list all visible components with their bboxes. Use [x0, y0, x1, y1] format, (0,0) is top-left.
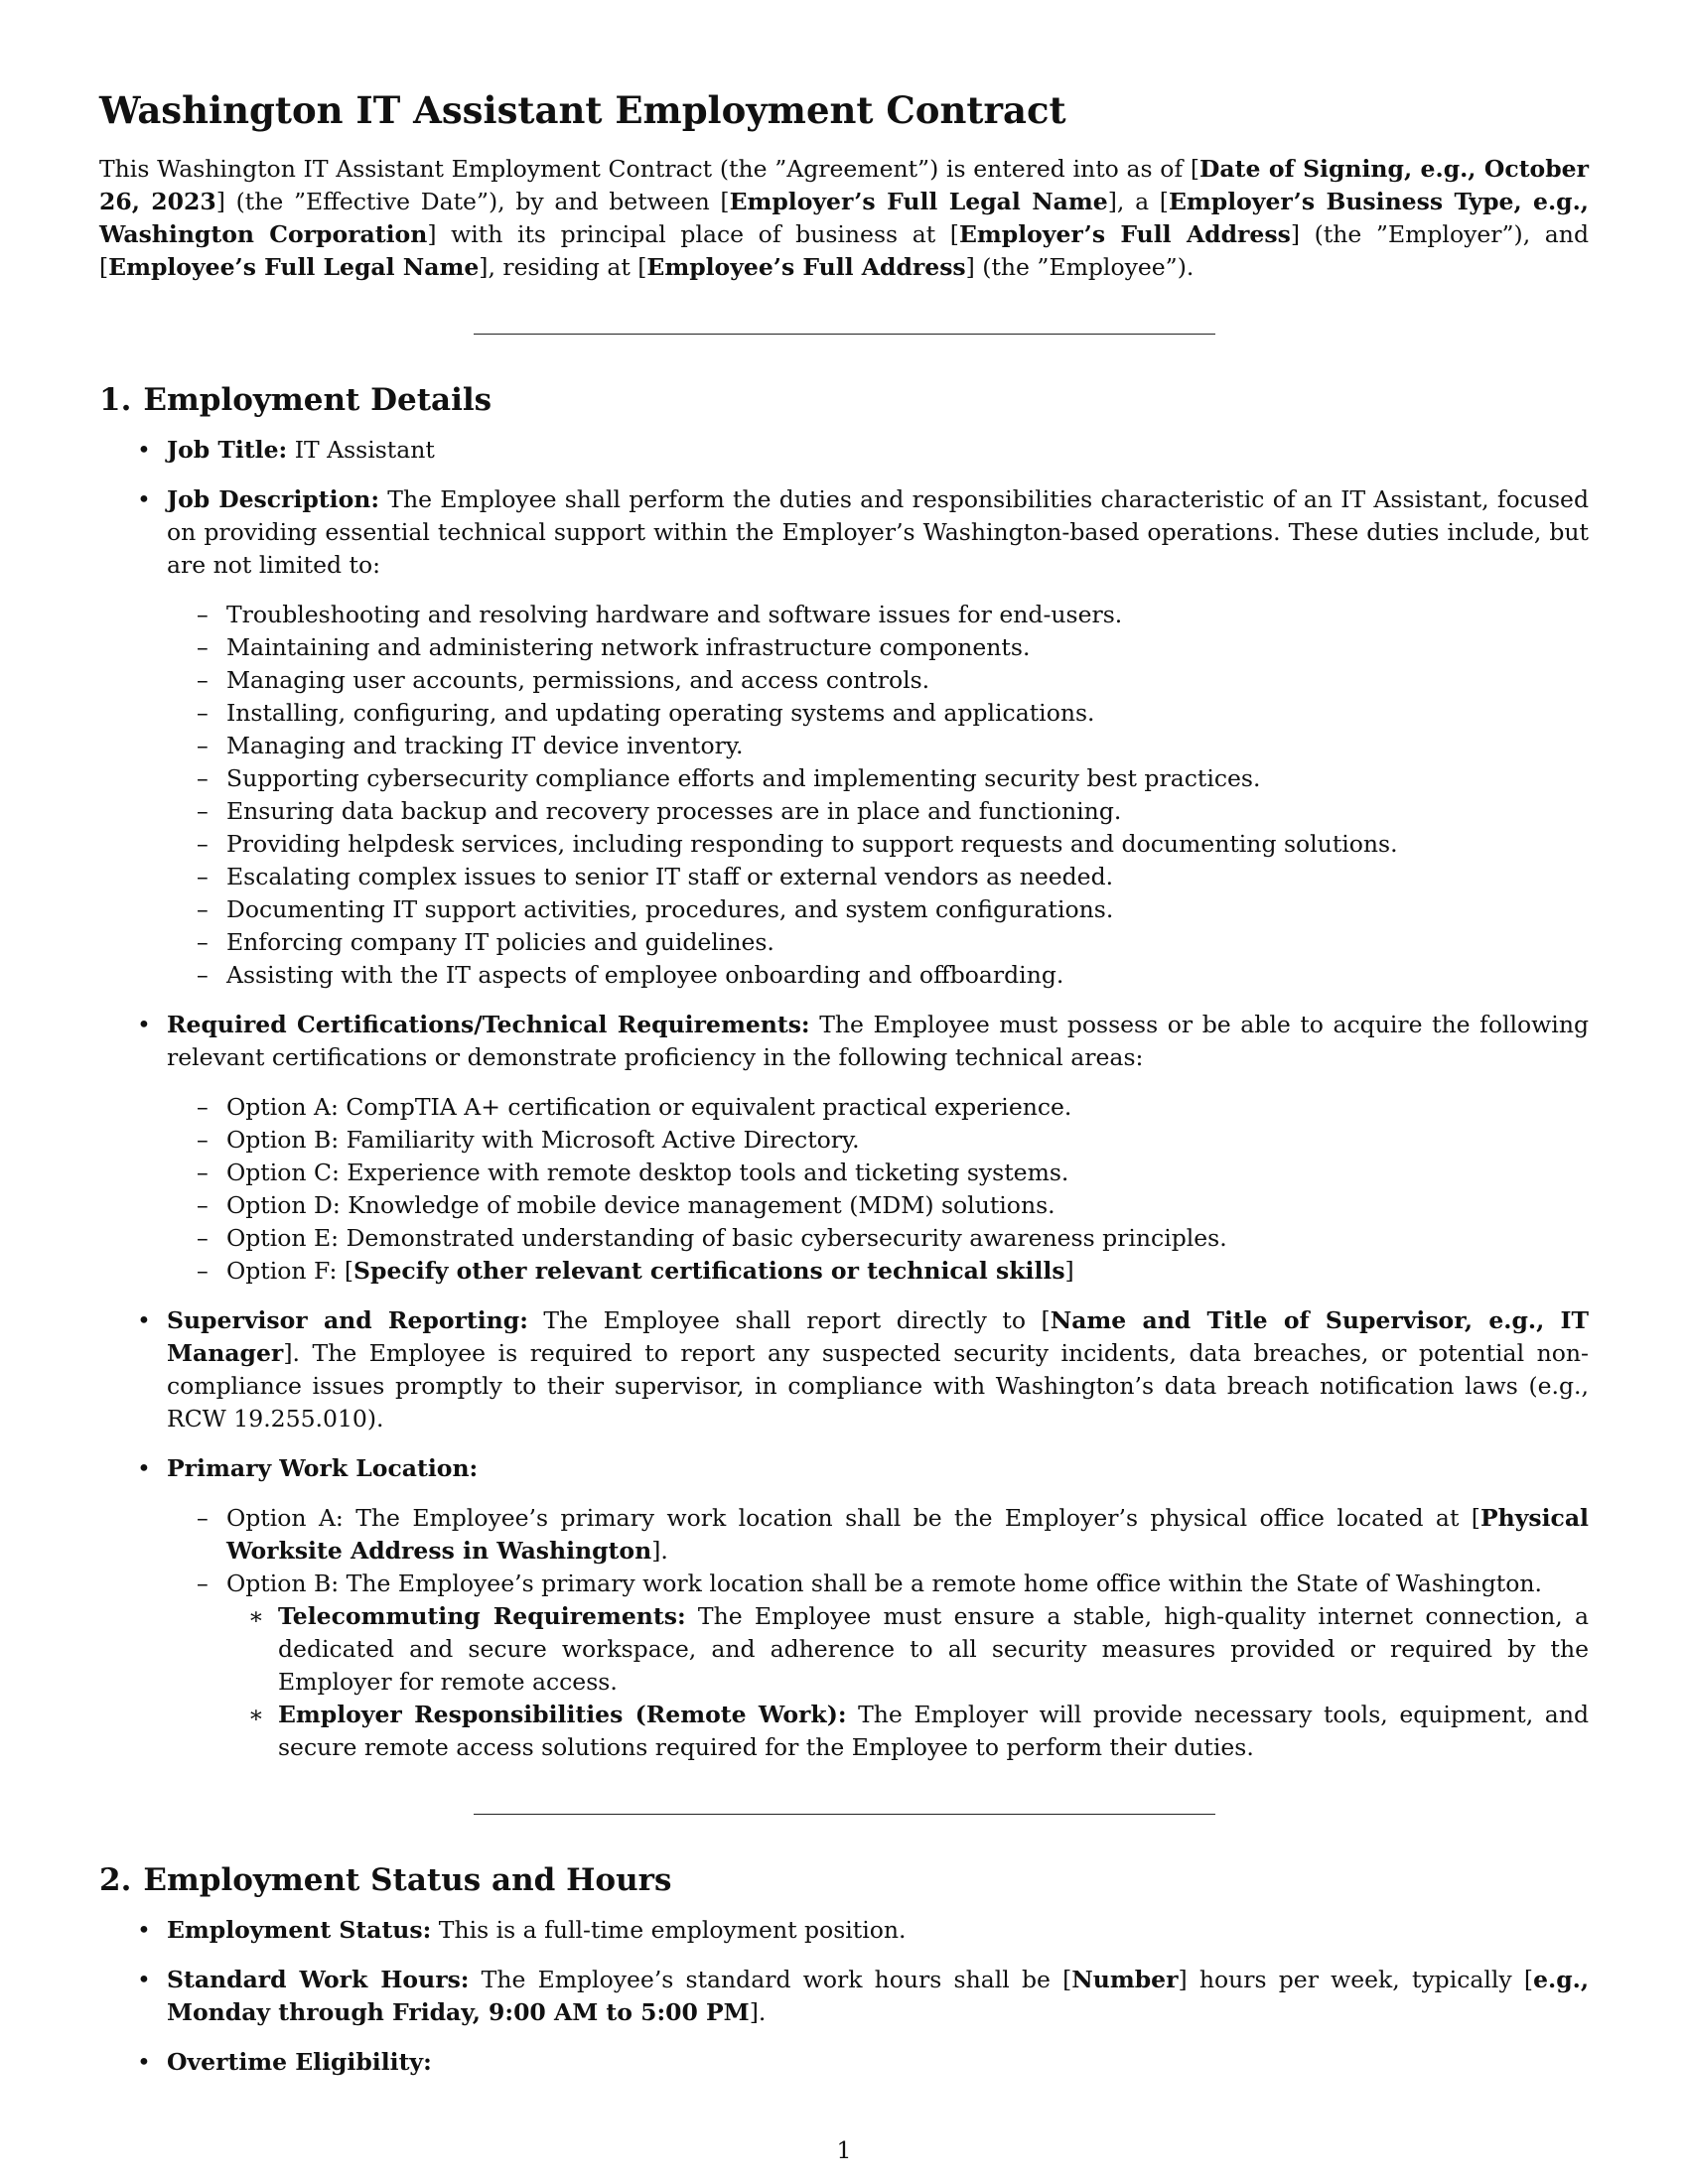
text-run: ].: [749, 1998, 767, 2026]
bold-text: Specify other relevant certifications or technical skills: [353, 1257, 1065, 1285]
sub-list-item: [226, 926, 1589, 959]
text-run: Enforcing company IT policies and guidelines.: [226, 928, 774, 956]
list-item: [167, 434, 1589, 467]
text-run: This is a full-time employment position.: [431, 1916, 907, 1944]
text-run: Option B: The Employee’s primary work location shall be a remote home office within the State of Washington.: [226, 1570, 1542, 1597]
sub-list-item: [226, 1189, 1589, 1222]
list-item-text: [226, 699, 1095, 727]
bold-text: Telecommuting Requirements:: [278, 1602, 686, 1630]
list-item-text: [167, 485, 1589, 579]
list-item: [167, 483, 1589, 992]
nested-list: [167, 1091, 1589, 1288]
text-run: Option E: Demonstrated understanding of basic cybersecurity awareness principles.: [226, 1224, 1227, 1252]
list-item-text: [226, 797, 1121, 825]
bold-text: Employment Status:: [167, 1916, 432, 1944]
text-run: Option B: Familiarity with Microsoft Active Directory.: [226, 1126, 860, 1154]
section-number: 2.: [99, 1862, 132, 1898]
bold-text: Required Certifications/Technical Requirements:: [167, 1011, 810, 1038]
text-run: The Employer will provide necessary tools, equipment, and secure remote access solutions required for the Employee to perform their duties.: [278, 1701, 1589, 1761]
text-run: Option A: The Employee’s primary work location shall be the Employer’s physical office located at [: [226, 1504, 1480, 1532]
sub-list-item: [226, 1255, 1589, 1288]
sub-list-item: [226, 1091, 1589, 1124]
list-item-text: [167, 2048, 432, 2076]
bold-text: Employer Responsibilities (Remote Work):: [278, 1701, 847, 1728]
text-run: Documenting IT support activities, procedures, and system configurations.: [226, 895, 1114, 923]
text-run: Installing, configuring, and updating operating systems and applications.: [226, 699, 1095, 727]
text-run: Managing and tracking IT device inventory.: [226, 732, 744, 759]
sub-list-item: [226, 1124, 1589, 1157]
bold-text: Employee’s Full Legal Name: [108, 253, 480, 281]
text-run: The Employee’s standard work hours shall be [: [469, 1966, 1072, 1993]
text-run: Assisting with the IT aspects of employee onboarding and offboarding.: [226, 961, 1064, 989]
text-run: ] with its principal place of business at [: [427, 220, 959, 248]
section-1: [99, 380, 1589, 1764]
text-run: This Washington IT Assistant Employment Contract (the ”Agreement”) is entered into as of [: [99, 155, 1200, 183]
bold-text: Job Title:: [167, 436, 288, 464]
section-list: [99, 1914, 1589, 2079]
horizontal-rule: [474, 1814, 1215, 1815]
bold-text: Date of Signing, e.g., October 26, 2023: [99, 155, 1589, 215]
sub-list-item: [226, 861, 1589, 893]
list-item: [167, 1304, 1589, 1435]
section-heading: [99, 380, 1589, 420]
list-item-text: [226, 1224, 1227, 1252]
document-page: [99, 87, 1589, 2096]
text-run: ], a [: [1107, 188, 1169, 215]
list-item-text: [226, 764, 1260, 792]
list-item-text: [226, 666, 929, 694]
sub-list-item: [226, 1568, 1589, 1764]
sub-list-item: [226, 893, 1589, 926]
list-item: [167, 1964, 1589, 2029]
list-item-text: [226, 961, 1063, 989]
list-item-text: [167, 1966, 1589, 2026]
text-run: Troubleshooting and resolving hardware and software issues for end-users.: [226, 601, 1123, 628]
bold-text: Employer’s Full Address: [958, 220, 1291, 248]
text-run: The Employee must possess or be able to acquire the following relevant certifications or demonstrate proficiency in the following technical areas:: [167, 1011, 1589, 1071]
text-run: ].: [651, 1537, 668, 1565]
text-run: Supporting cybersecurity compliance efforts and implementing security best practices.: [226, 764, 1261, 792]
list-item-text: [278, 1602, 1589, 1696]
bold-text: Employer’s Business Type, e.g., Washington Corporation: [99, 188, 1589, 248]
list-item-text: [226, 732, 743, 759]
text-run: Ensuring data backup and recovery processes are in place and functioning.: [226, 797, 1122, 825]
list-item-text: [226, 1191, 1055, 1219]
list-item-text: [226, 1257, 1074, 1285]
section-title: Employment Details: [143, 382, 492, 418]
list-item-text: [226, 1126, 860, 1154]
list-item: [167, 1452, 1589, 1764]
list-item-text: [278, 1701, 1589, 1761]
sub-list-item: [226, 1157, 1589, 1189]
bold-text: Name and Title of Supervisor, e.g., IT Manager: [167, 1306, 1589, 1367]
document-title: Washington IT Assistant Employment Contract: [99, 88, 1066, 132]
list-item-text: [226, 863, 1113, 890]
list-item-text: [226, 1159, 1068, 1186]
nested-list: [167, 599, 1589, 992]
bold-text: Supervisor and Reporting:: [167, 1306, 528, 1334]
sub-list-item: [226, 795, 1589, 828]
text-run: The Employee must ensure a stable, high-quality internet connection, a dedicated and secure workspace, and adherence to all security measures provided or required by the Employer for remote access.: [278, 1602, 1589, 1696]
bold-text: e.g., Monday through Friday, 9:00 AM to 5:00 PM: [167, 1966, 1590, 2026]
list-item-text: [167, 1306, 1589, 1433]
text-run: IT Assistant: [287, 436, 435, 464]
list-item-text: [226, 633, 1030, 661]
horizontal-rule: [474, 334, 1215, 335]
sub-sub-list-item: [278, 1600, 1589, 1699]
section-list: [99, 434, 1589, 1764]
nested-list: [167, 1502, 1589, 1764]
text-run: Escalating complex issues to senior IT staff or external vendors as needed.: [226, 863, 1114, 890]
list-item-text: [167, 1454, 478, 1482]
list-item-text: [226, 830, 1398, 858]
text-run: Option D: Knowledge of mobile device management (MDM) solutions.: [226, 1191, 1055, 1219]
sub-list-item: [226, 599, 1589, 631]
text-run: Option F: [: [226, 1257, 354, 1285]
intro-paragraph: [99, 153, 1589, 284]
text-run: ] (the ”Employee”).: [965, 253, 1195, 281]
bold-text: Number: [1071, 1966, 1179, 1993]
sub-list-item: [226, 1502, 1589, 1568]
bold-text: Employer’s Full Legal Name: [729, 188, 1108, 215]
text-run: Maintaining and administering network infrastructure components.: [226, 633, 1031, 661]
text-run: ]. The Employee is required to report any suspected security incidents, data breaches, or potential non-compliance issues promptly to their supervisor, in compliance with Washington’s data breach notification laws (e.g., RCW 19.255.010).: [167, 1339, 1589, 1433]
list-item-text: [226, 928, 774, 956]
sub-sub-list-item: [278, 1699, 1589, 1764]
list-item-text: [226, 1504, 1589, 1565]
list-item-text: [226, 1570, 1542, 1597]
list-item: [167, 1009, 1589, 1288]
sub-list-item: [226, 959, 1589, 992]
sub-list-item: [226, 664, 1589, 697]
text-run: ] (the ”Effective Date”), by and between [: [215, 188, 730, 215]
text-run: Option C: Experience with remote desktop tools and ticketing systems.: [226, 1159, 1069, 1186]
sub-list-item: [226, 730, 1589, 762]
sub-list-item: [226, 697, 1589, 730]
bold-text: Primary Work Location:: [167, 1454, 479, 1482]
section-number: 1.: [99, 382, 132, 418]
list-item-text: [167, 1916, 906, 1944]
list-item-text: [226, 1093, 1071, 1121]
bold-text: Overtime Eligibility:: [167, 2048, 432, 2076]
bold-text: Standard Work Hours:: [167, 1966, 470, 1993]
section-heading: [99, 1860, 1589, 1900]
list-item-text: [226, 601, 1122, 628]
section-2: [99, 1860, 1589, 2079]
list-item-text: [226, 895, 1113, 923]
list-item-text: [167, 1011, 1589, 1071]
bold-text: Physical Worksite Address in Washington: [226, 1504, 1589, 1565]
bold-text: Employee’s Full Address: [646, 253, 966, 281]
text-run: Providing helpdesk services, including responding to support requests and documenting solutions.: [226, 830, 1398, 858]
bold-text: Job Description:: [167, 485, 380, 513]
text-run: Managing user accounts, permissions, and access controls.: [226, 666, 930, 694]
sub-list-item: [226, 762, 1589, 795]
list-item-text: [167, 436, 435, 464]
text-run: The Employee shall report directly to [: [527, 1306, 1051, 1334]
text-run: ] hours per week, typically [: [1178, 1966, 1534, 1993]
sub-list-item: [226, 828, 1589, 861]
text-run: Option A: CompTIA A+ certification or equivalent practical experience.: [226, 1093, 1072, 1121]
sub-list-item: [226, 631, 1589, 664]
section-title: Employment Status and Hours: [143, 1862, 672, 1898]
page-number: 1: [836, 2136, 852, 2164]
text-run: ], residing at [: [479, 253, 647, 281]
text-run: ] (the ”Employer”), and [: [99, 220, 1589, 281]
list-item: [167, 1914, 1589, 1947]
nested-list: [226, 1600, 1589, 1764]
text-run: The Employee shall perform the duties and responsibilities characteristic of an IT Assistant, focused on providing essential technical support within the Employer’s Washington-based operations. These duties include, but are not limited to:: [167, 485, 1590, 579]
text-run: ]: [1064, 1257, 1074, 1285]
list-item: [167, 2046, 1589, 2079]
sub-list-item: [226, 1222, 1589, 1255]
